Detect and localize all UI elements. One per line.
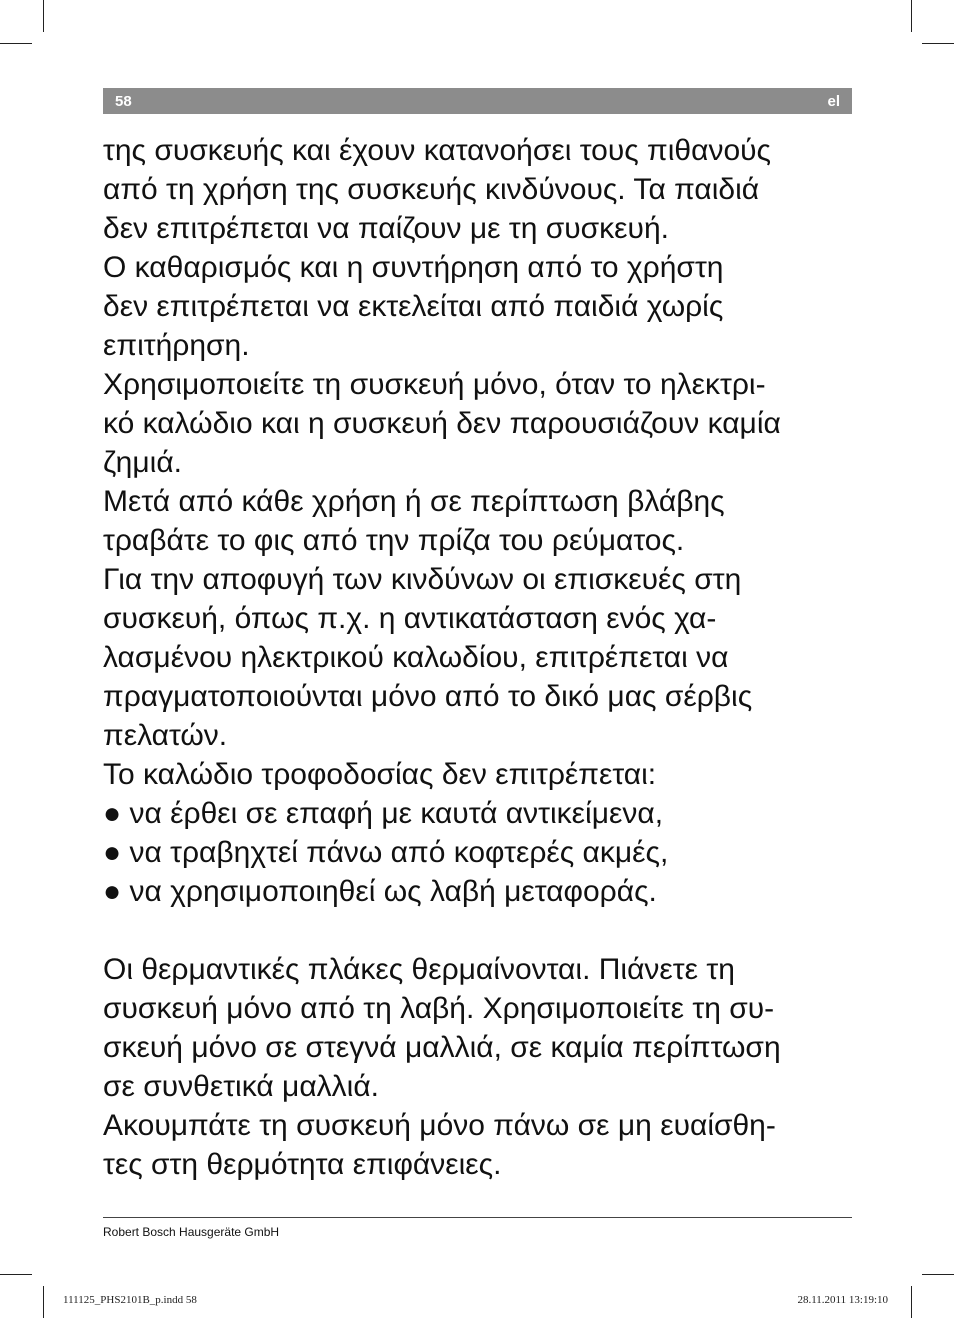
text-line: συσκευή μόνο από τη λαβή. Χρησιμοποιείτε τη συ- — [103, 992, 775, 1025]
text-line: σε συνθετικά μαλλιά. — [103, 1070, 380, 1103]
bullet-item: ● να έρθει σε επαφή με καυτά αντικείμενα, — [103, 797, 664, 830]
text-line: Για την αποφυγή των κινδύνων οι επισκευές στη — [103, 563, 742, 596]
text-line: πελατών. — [103, 719, 228, 752]
text-line: Χρησιμοποιείτε τη συσκευή μόνο, όταν το ηλεκτρι- — [103, 368, 766, 401]
footer-company: Robert Bosch Hausgeräte GmbH — [103, 1225, 280, 1239]
crop-mark — [911, 1286, 912, 1318]
crop-mark — [922, 1274, 954, 1275]
text-line: τραβάτε το φις από την πρίζα του ρεύματος. — [103, 524, 685, 557]
bullet-item: ● να τραβηχτεί πάνω από κοφτερές ακμές, — [103, 836, 669, 869]
text-line: Ο καθαρισμός και η συντήρηση από το χρήστη — [103, 251, 724, 284]
crop-mark — [43, 0, 44, 32]
text-line: συσκευή, όπως π.χ. η αντικατάσταση ενός χα- — [103, 602, 717, 635]
text-line: της συσκευής και έχουν κατανοήσει τους πιθανούς — [103, 134, 771, 167]
bullet-item: ● να χρησιμοποιηθεί ως λαβή μεταφοράς. — [103, 875, 657, 908]
body-text — [103, 131, 863, 1184]
text-line: Το καλώδιο τροφοδοσίας δεν επιτρέπεται: — [103, 758, 657, 791]
text-line: πραγματοποιούνται μόνο από το δικό μας σέρβις — [103, 680, 753, 713]
text-line: τες στη θερμότητα επιφάνειες. — [103, 1148, 502, 1181]
text-line: λασμένου ηλεκτρικού καλωδίου, επιτρέπεται να — [103, 641, 729, 674]
text-line: Μετά από κάθε χρήση ή σε περίπτωση βλάβης — [103, 485, 725, 518]
print-slug-file: 111125_PHS2101B_p.indd 58 — [63, 1294, 197, 1306]
text-line: Ακουμπάτε τη συσκευή μόνο πάνω σε μη ευαίσθη- — [103, 1109, 776, 1142]
text-line: σκευή μόνο σε στεγνά μαλλιά, σε καμία περίπτωση — [103, 1031, 781, 1064]
paragraph-gap — [103, 911, 863, 950]
text-line: δεν επιτρέπεται να παίζουν με τη συσκευή. — [103, 212, 669, 245]
text-line: από τη χρήση της συσκευής κινδύνους. Τα παιδιά — [103, 173, 760, 206]
footer-divider — [103, 1217, 852, 1218]
text-line: ζημιά. — [103, 446, 182, 479]
print-slug-date: 28.11.2011 13:19:10 — [797, 1294, 888, 1306]
page-header-bar — [103, 88, 852, 114]
crop-mark — [911, 0, 912, 32]
text-line: δεν επιτρέπεται να εκτελείται από παιδιά χωρίς — [103, 290, 724, 323]
crop-mark — [0, 1274, 32, 1275]
crop-mark — [0, 43, 32, 44]
text-line: κό καλώδιο και η συσκευή δεν παρουσιάζουν καμία — [103, 407, 781, 440]
crop-mark — [922, 43, 954, 44]
text-line: Οι θερμαντικές πλάκες θερμαίνονται. Πιάνετε τη — [103, 953, 735, 986]
text-line: επιτήρηση. — [103, 329, 250, 362]
language-code: el — [827, 93, 840, 110]
crop-mark — [43, 1286, 44, 1318]
page-number: 58 — [115, 93, 132, 110]
